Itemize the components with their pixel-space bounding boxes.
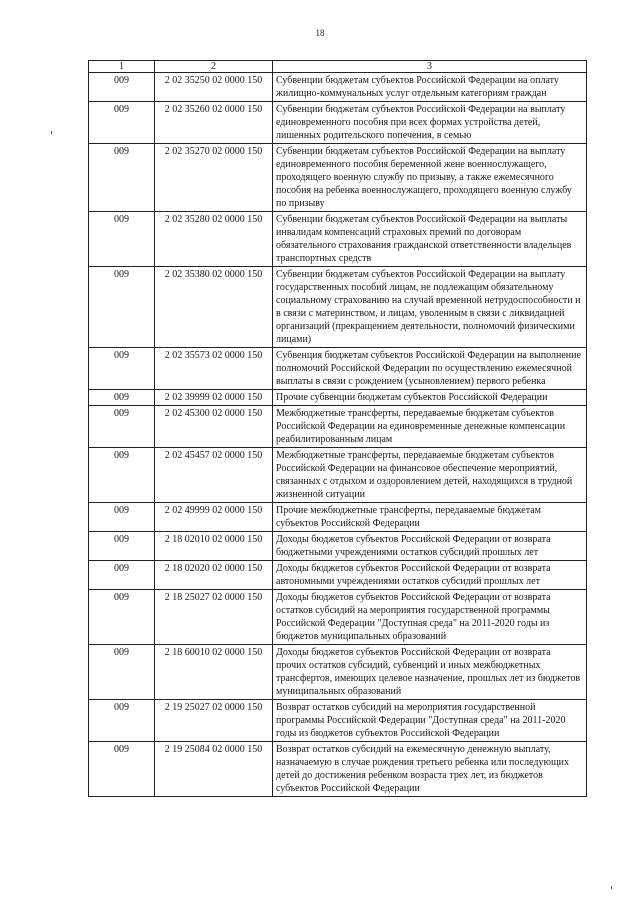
revenue-name-cell: Субвенции бюджетам субъектов Российской Федерации на выплату единовременного пособия при всех формах устройства детей, лишенных родительского попечения, в семью (273, 102, 587, 144)
revenue-name-cell: Возврат остатков субсидий на ежемесячную денежную выплату, назначаемую в случае рождения третьего ребенка или последующих детей до достижения ребенком возраста трех лет, из бюджетов субъектов Российской Федерации (273, 742, 587, 797)
header-col-2: 2 (155, 61, 273, 73)
revenue-name-cell: Доходы бюджетов субъектов Российской Федерации от возврата прочих остатков субсидий, субвенций и иных межбюджетных трансфертов, имеющих целевое назначение, прошлых лет из бюджетов муниципальных образований (273, 645, 587, 700)
admin-code-cell: 009 (89, 590, 155, 645)
scan-mark (611, 886, 612, 889)
table-row (89, 348, 587, 390)
budget-code-cell: 2 02 49999 02 0000 150 (155, 503, 273, 532)
budget-code-cell: 2 18 60010 02 0000 150 (155, 645, 273, 700)
admin-code-cell: 009 (89, 532, 155, 561)
budget-revenue-table (88, 60, 587, 797)
table-row (89, 406, 587, 448)
budget-code-cell: 2 02 45457 02 0000 150 (155, 448, 273, 503)
table-row (89, 73, 587, 102)
admin-code-cell: 009 (89, 406, 155, 448)
page-number: 18 (315, 28, 325, 38)
budget-code-cell: 2 18 02020 02 0000 150 (155, 561, 273, 590)
admin-code-cell: 009 (89, 212, 155, 267)
table-row (89, 645, 587, 700)
budget-code-cell: 2 18 25027 02 0000 150 (155, 590, 273, 645)
revenue-name-cell: Прочие субвенции бюджетам субъектов Российской Федерации (273, 390, 587, 406)
budget-code-cell: 2 02 45300 02 0000 150 (155, 406, 273, 448)
revenue-name-cell: Межбюджетные трансферты, передаваемые бюджетам субъектов Российской Федерации на единовременные денежные компенсации реабилитированным лицам (273, 406, 587, 448)
revenue-name-cell: Прочие межбюджетные трансферты, передаваемые бюджетам субъектов Российской Федерации (273, 503, 587, 532)
table-row (89, 532, 587, 561)
revenue-name-cell: Доходы бюджетов субъектов Российской Федерации от возврата остатков субсидий на мероприятия государственной программы Российской Федерации "Доступная среда" на 2011-2020 годы из бюджетов муниципальных образований (273, 590, 587, 645)
budget-code-cell: 2 02 39999 02 0000 150 (155, 390, 273, 406)
table-row (89, 102, 587, 144)
revenue-name-cell: Доходы бюджетов субъектов Российской Федерации от возврата автономными учреждениями остатков субсидий прошлых лет (273, 561, 587, 590)
table-row (89, 390, 587, 406)
scan-mark (51, 131, 52, 134)
budget-code-cell: 2 19 25084 02 0000 150 (155, 742, 273, 797)
table-row (89, 561, 587, 590)
revenue-name-cell: Возврат остатков субсидий на мероприятия государственной программы Российской Федерации "Доступная среда" на 2011-2020 годы из бюджетов субъектов Российской Федерации (273, 700, 587, 742)
table-row (89, 144, 587, 212)
admin-code-cell: 009 (89, 645, 155, 700)
admin-code-cell: 009 (89, 348, 155, 390)
admin-code-cell: 009 (89, 561, 155, 590)
revenue-name-cell: Субвенции бюджетам субъектов Российской Федерации на выплаты инвалидам компенсаций страховых премий по договорам обязательного страхования гражданской ответственности владельцев транспортных средств (273, 212, 587, 267)
table-row (89, 700, 587, 742)
admin-code-cell: 009 (89, 448, 155, 503)
table-row (89, 503, 587, 532)
admin-code-cell: 009 (89, 73, 155, 102)
revenue-name-cell: Межбюджетные трансферты, передаваемые бюджетам субъектов Российской Федерации на финансовое обеспечение мероприятий, связанных с отдыхом и оздоровлением детей, находящихся в трудной жизненной ситуации (273, 448, 587, 503)
revenue-name-cell: Субвенции бюджетам субъектов Российской Федерации на выплату государственных пособий лицам, не подлежащим обязательному социальному страхованию на случай временной нетрудоспособности и в связи с материнством, и лицам, уволенным в связи с ликвидацией организаций (прекращением деятельности, полномочий физическими лицами) (273, 267, 587, 348)
admin-code-cell: 009 (89, 742, 155, 797)
revenue-name-cell: Доходы бюджетов субъектов Российской Федерации от возврата бюджетными учреждениями остатков субсидий прошлых лет (273, 532, 587, 561)
table-row (89, 267, 587, 348)
admin-code-cell: 009 (89, 390, 155, 406)
budget-code-cell: 2 02 35280 02 0000 150 (155, 212, 273, 267)
budget-code-cell: 2 19 25027 02 0000 150 (155, 700, 273, 742)
admin-code-cell: 009 (89, 700, 155, 742)
admin-code-cell: 009 (89, 102, 155, 144)
table-row (89, 590, 587, 645)
revenue-name-cell: Субвенция бюджетам субъектов Российской Федерации на выполнение полномочий Российской Федерации по осуществлению ежемесячной выплаты в связи с рождением (усыновлением) первого ребенка (273, 348, 587, 390)
table-header-row (89, 61, 587, 73)
header-col-1: 1 (89, 61, 155, 73)
table-row (89, 742, 587, 797)
header-col-3: 3 (273, 61, 587, 73)
table-row (89, 448, 587, 503)
budget-code-cell: 2 02 35260 02 0000 150 (155, 102, 273, 144)
budget-code-cell: 2 02 35250 02 0000 150 (155, 73, 273, 102)
budget-code-cell: 2 02 35573 02 0000 150 (155, 348, 273, 390)
budget-code-cell: 2 18 02010 02 0000 150 (155, 532, 273, 561)
table-row (89, 212, 587, 267)
admin-code-cell: 009 (89, 267, 155, 348)
revenue-name-cell: Субвенции бюджетам субъектов Российской Федерации на оплату жилищно-коммунальных услуг отдельным категориям граждан (273, 73, 587, 102)
revenue-name-cell: Субвенции бюджетам субъектов Российской Федерации на выплату единовременного пособия беременной жене военнослужащего, проходящего военную службу по призыву, а также ежемесячного пособия на ребенка военнослужащего, проходящего военную службу по призыву (273, 144, 587, 212)
budget-code-cell: 2 02 35270 02 0000 150 (155, 144, 273, 212)
admin-code-cell: 009 (89, 503, 155, 532)
admin-code-cell: 009 (89, 144, 155, 212)
budget-code-cell: 2 02 35380 02 0000 150 (155, 267, 273, 348)
